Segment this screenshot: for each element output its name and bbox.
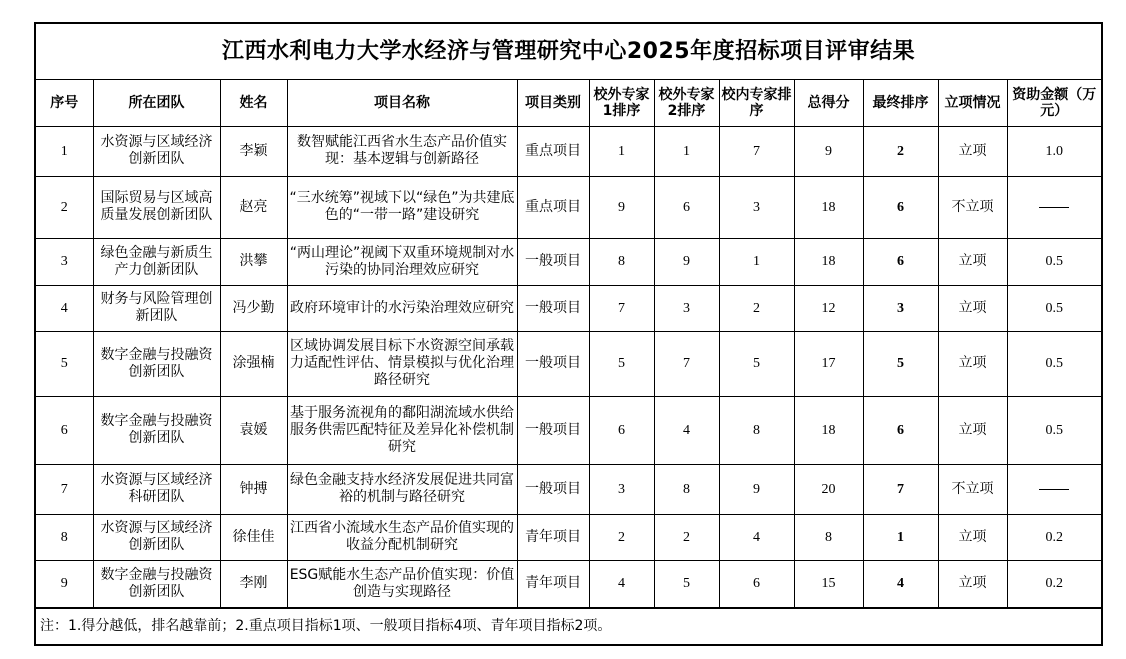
cell-category — [517, 514, 589, 560]
internal-text: 6 — [753, 576, 760, 591]
cell-category — [517, 464, 589, 514]
internal-text: 1 — [753, 254, 760, 269]
cell-final-rank — [863, 331, 938, 396]
funding-text: 0.5 — [1045, 422, 1063, 438]
cell-approval — [938, 176, 1007, 238]
team-text: 绿色金融与新质生产力创新团队 — [100, 244, 213, 278]
cell-name — [220, 396, 287, 464]
page-title: 江西水利电力大学水经济与管理研究中心2025年度招标项目评审结果 — [36, 24, 1101, 80]
results-table — [36, 80, 1101, 608]
cell-ext2 — [654, 514, 719, 560]
name-text: 李颖 — [239, 142, 268, 159]
index-text: 5 — [60, 356, 68, 371]
cell-final-rank — [863, 176, 938, 238]
cell-internal — [719, 396, 794, 464]
cell-team — [93, 396, 220, 464]
table-row — [36, 396, 1101, 464]
cell-project — [287, 126, 517, 176]
total-text: 18 — [821, 199, 836, 215]
category-text: 重点项目 — [525, 142, 581, 159]
cell-approval — [938, 285, 1007, 331]
name-text: 钟搏 — [239, 480, 268, 497]
cell-funding — [1007, 396, 1101, 464]
cell-ext1 — [589, 285, 654, 331]
ext1-text: 5 — [618, 356, 625, 371]
cell-internal — [719, 560, 794, 607]
cell-team — [93, 176, 220, 238]
cell-ext1 — [589, 464, 654, 514]
category-text: 一般项目 — [525, 480, 581, 497]
ext2-text: 1 — [683, 143, 690, 159]
table-row — [36, 285, 1101, 331]
internal-text: 4 — [753, 529, 760, 545]
ext1-text: 6 — [618, 422, 625, 438]
internal-text: 8 — [753, 422, 760, 438]
cell-internal — [719, 285, 794, 331]
approval-text: 立项 — [958, 253, 987, 269]
cell-index — [36, 514, 93, 560]
ext2-text: 5 — [683, 576, 690, 591]
cell-ext2 — [654, 331, 719, 396]
cell-final-rank — [863, 238, 938, 285]
ext1-text: 3 — [618, 481, 625, 497]
team-text: 国际贸易与区域高质量发展创新团队 — [100, 190, 213, 223]
total-text: 20 — [821, 481, 836, 497]
total-text: 17 — [821, 356, 836, 371]
cell-ext2 — [654, 396, 719, 464]
ext2-text: 6 — [683, 199, 690, 215]
cell-team — [93, 238, 220, 285]
cell-final-rank — [863, 514, 938, 560]
total-text: 8 — [825, 529, 832, 545]
index-text: 8 — [60, 529, 68, 545]
final-rank-text: 4 — [897, 576, 904, 591]
cell-funding — [1007, 176, 1101, 238]
final-rank-text: 6 — [897, 422, 904, 438]
cell-ext2 — [654, 464, 719, 514]
cell-total — [794, 560, 863, 607]
cell-approval — [938, 560, 1007, 607]
project-text: 绿色金融支持水经济发展促进共同富裕的机制与路径研究 — [290, 472, 514, 505]
cell-internal — [719, 464, 794, 514]
cell-final-rank — [863, 126, 938, 176]
cell-final-rank — [863, 560, 938, 607]
team-text: 数字金融与投融资创新团队 — [100, 566, 213, 600]
results-document — [34, 22, 1103, 646]
index-text: 4 — [60, 300, 68, 316]
internal-text: 7 — [753, 143, 760, 159]
cell-approval — [938, 514, 1007, 560]
cell-final-rank — [863, 464, 938, 514]
cell-project — [287, 285, 517, 331]
cell-approval — [938, 238, 1007, 285]
table-row — [36, 514, 1101, 560]
final-rank-text: 5 — [897, 356, 904, 371]
cell-team — [93, 285, 220, 331]
approval-text: 立项 — [958, 421, 987, 438]
header-team: 所在团队 — [93, 80, 220, 126]
cell-total — [794, 238, 863, 285]
cell-ext1 — [589, 396, 654, 464]
ext2-text: 2 — [683, 529, 690, 545]
header-total: 总得分 — [794, 80, 863, 126]
cell-project — [287, 464, 517, 514]
final-rank-text: 6 — [897, 254, 904, 269]
internal-text: 3 — [753, 199, 760, 215]
table-row — [36, 560, 1101, 607]
cell-ext2 — [654, 176, 719, 238]
cell-team — [93, 126, 220, 176]
cell-index — [36, 126, 93, 176]
index-text: 7 — [60, 481, 68, 497]
total-text: 12 — [821, 300, 836, 316]
index-text: 1 — [60, 143, 68, 159]
category-text: 重点项目 — [525, 198, 581, 215]
index-text: 3 — [60, 254, 68, 269]
funding-text: 0.2 — [1045, 576, 1063, 591]
category-text: 一般项目 — [525, 299, 581, 316]
internal-text: 9 — [753, 481, 760, 497]
cell-ext1 — [589, 331, 654, 396]
cell-project — [287, 396, 517, 464]
name-text: 徐佳佳 — [232, 528, 275, 545]
cell-final-rank — [863, 285, 938, 331]
approval-text: 立项 — [958, 142, 987, 159]
ext2-text: 7 — [683, 356, 690, 371]
cell-ext1 — [589, 126, 654, 176]
cell-team — [93, 464, 220, 514]
cell-name — [220, 514, 287, 560]
team-text: 数字金融与投融资创新团队 — [100, 413, 213, 446]
cell-name — [220, 331, 287, 396]
name-text: 李刚 — [239, 575, 268, 591]
approval-text: 立项 — [958, 575, 987, 591]
project-text: “两山理论”视阈下双重环境规制对水污染的协同治理效应研究 — [289, 244, 515, 278]
header-final-rank: 最终排序 — [863, 80, 938, 126]
cell-project — [287, 331, 517, 396]
cell-ext2 — [654, 238, 719, 285]
cell-ext1 — [589, 238, 654, 285]
final-rank-text: 7 — [897, 481, 904, 497]
cell-index — [36, 560, 93, 607]
cell-name — [220, 285, 287, 331]
header-ext2: 校外专家2排序 — [654, 80, 719, 126]
approval-text: 立项 — [958, 355, 987, 371]
total-text: 15 — [821, 576, 836, 591]
cell-project — [287, 176, 517, 238]
cell-internal — [719, 238, 794, 285]
internal-text: 5 — [753, 356, 760, 371]
table-header-row — [36, 80, 1101, 126]
ext2-text: 9 — [683, 254, 690, 269]
approval-text: 立项 — [958, 528, 987, 545]
cell-team — [93, 560, 220, 607]
name-text: 冯少勤 — [232, 299, 275, 316]
cell-funding — [1007, 126, 1101, 176]
cell-approval — [938, 464, 1007, 514]
cell-total — [794, 396, 863, 464]
cell-project — [287, 514, 517, 560]
header-project: 项目名称 — [287, 80, 517, 126]
name-text: 袁媛 — [239, 421, 268, 438]
project-text: 基于服务流视角的鄱阳湖流域水供给服务供需匹配特征及差异化补偿机制研究 — [290, 404, 514, 455]
cell-name — [220, 126, 287, 176]
cell-ext1 — [589, 514, 654, 560]
ext2-text: 4 — [683, 422, 690, 438]
empty-dash — [1039, 207, 1069, 208]
project-text: “三水统筹”视域下以“绿色”为共建底色的“一带一路”建设研究 — [289, 190, 515, 223]
approval-text: 不立项 — [951, 480, 994, 497]
cell-approval — [938, 396, 1007, 464]
category-text: 一般项目 — [525, 253, 581, 269]
cell-category — [517, 396, 589, 464]
header-index: 序号 — [36, 80, 93, 126]
category-text: 一般项目 — [525, 355, 581, 371]
cell-ext2 — [654, 285, 719, 331]
cell-team — [93, 331, 220, 396]
table-body — [36, 126, 1101, 607]
project-text: 区域协调发展目标下水资源空间承载力适配性评估、情景模拟与优化治理路径研究 — [290, 338, 514, 388]
funding-text: 0.5 — [1045, 254, 1063, 269]
cell-total — [794, 126, 863, 176]
cell-internal — [719, 514, 794, 560]
table-row — [36, 238, 1101, 285]
category-text: 青年项目 — [525, 575, 581, 591]
table-row — [36, 126, 1101, 176]
cell-total — [794, 331, 863, 396]
cell-team — [93, 514, 220, 560]
internal-text: 2 — [753, 300, 760, 316]
header-approval: 立项情况 — [938, 80, 1007, 126]
ext1-text: 7 — [618, 300, 625, 316]
total-text: 9 — [825, 143, 832, 159]
ext1-text: 8 — [618, 254, 625, 269]
approval-text: 立项 — [958, 299, 987, 316]
approval-text: 不立项 — [951, 198, 994, 215]
project-text: 数智赋能江西省水生态产品价值实现：基本逻辑与创新路径 — [297, 134, 507, 167]
table-row — [36, 464, 1101, 514]
cell-funding — [1007, 285, 1101, 331]
cell-category — [517, 331, 589, 396]
table-row — [36, 331, 1101, 396]
cell-funding — [1007, 514, 1101, 560]
ext2-text: 8 — [683, 481, 690, 497]
header-funding: 资助金额（万元） — [1007, 80, 1101, 126]
cell-funding — [1007, 331, 1101, 396]
project-text: 江西省小流域水生态产品价值实现的收益分配机制研究 — [290, 520, 514, 553]
final-rank-text: 6 — [897, 199, 904, 215]
cell-project — [287, 560, 517, 607]
cell-name — [220, 560, 287, 607]
cell-total — [794, 176, 863, 238]
final-rank-text: 2 — [897, 143, 904, 159]
cell-index — [36, 285, 93, 331]
team-text: 水资源与区域经济科研团队 — [100, 472, 213, 505]
funding-text: 0.5 — [1045, 300, 1063, 316]
cell-category — [517, 560, 589, 607]
category-text: 一般项目 — [525, 421, 581, 438]
cell-category — [517, 238, 589, 285]
cell-final-rank — [863, 396, 938, 464]
cell-total — [794, 514, 863, 560]
name-text: 洪攀 — [239, 253, 268, 269]
cell-index — [36, 238, 93, 285]
cell-index — [36, 176, 93, 238]
footnote: 注：1.得分越低，排名越靠前；2.重点项目指标1项、一般项目指标4项、青年项目指标2项。 — [36, 608, 1101, 643]
ext1-text: 4 — [618, 576, 625, 591]
cell-category — [517, 285, 589, 331]
cell-index — [36, 464, 93, 514]
cell-index — [36, 331, 93, 396]
category-text: 青年项目 — [525, 528, 581, 545]
name-text: 涂强楠 — [232, 355, 275, 371]
cell-category — [517, 176, 589, 238]
name-text: 赵亮 — [239, 198, 268, 215]
ext1-text: 2 — [618, 529, 625, 545]
cell-name — [220, 176, 287, 238]
project-text: ESG赋能水生态产品价值实现：价值创造与实现路径 — [289, 566, 515, 600]
cell-project — [287, 238, 517, 285]
team-text: 数字金融与投融资创新团队 — [100, 346, 213, 380]
cell-internal — [719, 331, 794, 396]
funding-text: 0.5 — [1045, 356, 1063, 371]
funding-text: 0.2 — [1045, 529, 1063, 545]
empty-dash — [1039, 489, 1069, 490]
cell-approval — [938, 331, 1007, 396]
cell-approval — [938, 126, 1007, 176]
ext1-text: 9 — [618, 199, 625, 215]
cell-name — [220, 464, 287, 514]
cell-category — [517, 126, 589, 176]
index-text: 6 — [60, 422, 68, 438]
cell-total — [794, 285, 863, 331]
cell-ext2 — [654, 126, 719, 176]
cell-funding — [1007, 560, 1101, 607]
team-text: 水资源与区域经济创新团队 — [100, 520, 213, 553]
header-internal: 校内专家排序 — [719, 80, 794, 126]
ext1-text: 1 — [618, 143, 625, 159]
cell-ext2 — [654, 560, 719, 607]
cell-ext1 — [589, 560, 654, 607]
cell-funding — [1007, 464, 1101, 514]
cell-funding — [1007, 238, 1101, 285]
cell-total — [794, 464, 863, 514]
team-text: 水资源与区域经济创新团队 — [100, 134, 213, 167]
cell-internal — [719, 176, 794, 238]
total-text: 18 — [821, 422, 836, 438]
cell-index — [36, 396, 93, 464]
cell-internal — [719, 126, 794, 176]
team-text: 财务与风险管理创新团队 — [100, 291, 213, 324]
final-rank-text: 1 — [897, 529, 904, 545]
header-category: 项目类别 — [517, 80, 589, 126]
index-text: 9 — [60, 576, 68, 591]
ext2-text: 3 — [683, 300, 690, 316]
total-text: 18 — [821, 254, 836, 269]
funding-text: 1.0 — [1045, 143, 1063, 159]
cell-ext1 — [589, 176, 654, 238]
project-text: 政府环境审计的水污染治理效应研究 — [290, 299, 514, 316]
index-text: 2 — [60, 199, 68, 215]
final-rank-text: 3 — [897, 300, 904, 316]
table-row — [36, 176, 1101, 238]
header-ext1: 校外专家1排序 — [589, 80, 654, 126]
header-name: 姓名 — [220, 80, 287, 126]
cell-name — [220, 238, 287, 285]
